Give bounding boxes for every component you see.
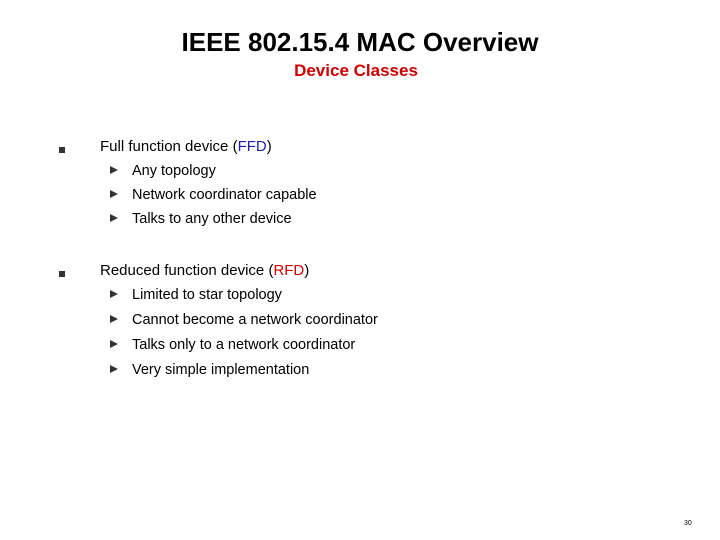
- ffd-heading-suffix: ): [266, 138, 272, 155]
- ffd-heading-prefix: Full function device (: [100, 138, 238, 155]
- list-item-text: Any topology: [132, 163, 216, 179]
- list-item-text: Talks to any other device: [132, 211, 292, 227]
- rfd-heading-prefix: Reduced function device (: [100, 262, 274, 279]
- rfd-heading-suffix: ): [304, 262, 310, 279]
- list-item-text: Network coordinator capable: [132, 187, 317, 203]
- rfd-heading: [100, 262, 309, 280]
- list-item: [0, 210, 720, 228]
- list-item: [0, 361, 720, 379]
- triangle-bullet-icon: [110, 166, 118, 174]
- square-bullet-icon: [59, 271, 65, 277]
- slide-title: IEEE 802.15.4 MAC Overview: [181, 27, 539, 57]
- list-item: [0, 311, 720, 329]
- square-bullet-icon: [59, 147, 65, 153]
- triangle-bullet-icon: [110, 365, 118, 373]
- triangle-bullet-icon: [110, 290, 118, 298]
- list-item: [0, 286, 720, 304]
- list-item-text: Talks only to a network coordinator: [132, 337, 356, 353]
- triangle-bullet-icon: [110, 190, 118, 198]
- triangle-bullet-icon: [110, 214, 118, 222]
- list-item: [0, 162, 720, 180]
- ffd-abbreviation: FFD: [237, 138, 267, 155]
- triangle-bullet-icon: [110, 340, 118, 348]
- rfd-abbreviation: RFD: [273, 262, 305, 279]
- list-item-text: Limited to star topology: [132, 287, 282, 303]
- triangle-bullet-icon: [110, 315, 118, 323]
- list-item: [0, 336, 720, 354]
- ffd-heading: [100, 138, 272, 156]
- list-item-text: Cannot become a network coordinator: [132, 312, 378, 328]
- page-number: 30: [684, 520, 692, 527]
- list-item: [0, 186, 720, 204]
- list-item-text: Very simple implementation: [132, 362, 310, 378]
- slide-subtitle: Device Classes: [294, 61, 418, 80]
